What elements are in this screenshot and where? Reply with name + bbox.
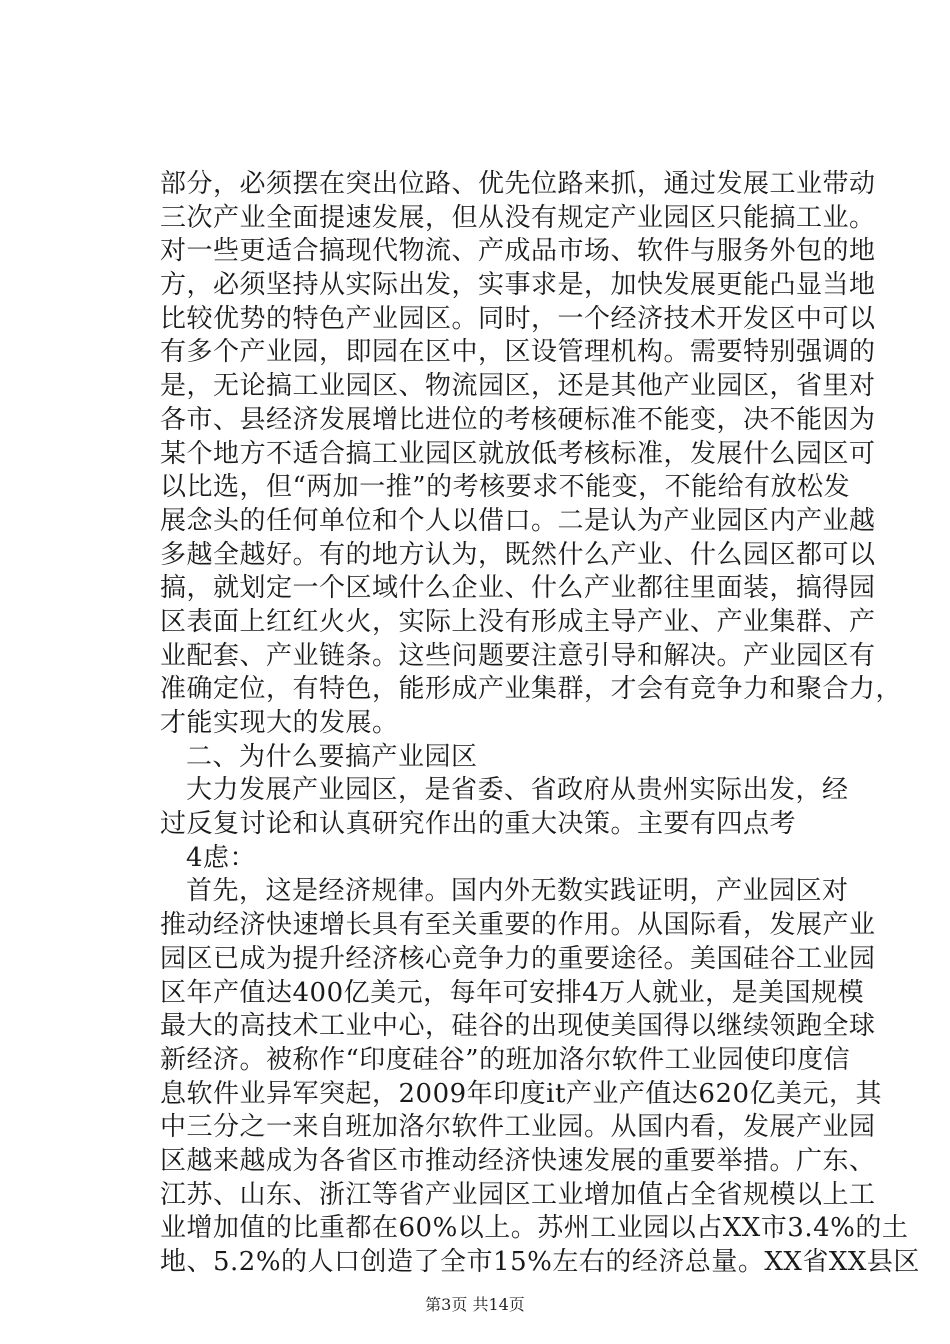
text-line: 业配套、产业链条。这些问题要注意引导和解决。产业园区有 [160, 640, 876, 671]
text-line: 江苏、山东、浙江等省产业园区工业增加值占全省规模以上工 [160, 1179, 876, 1210]
text-line: 各市、县经济发展增比进位的考核硬标准不能变，决不能因为 [160, 404, 876, 435]
text-line: 区表面上红红火火，实际上没有形成主导产业、产业集群、产 [160, 606, 876, 637]
text-line: 地、5.2%的人口创造了全市15%左右的经济总量。XX省XX县区 [160, 1247, 920, 1277]
text-line: 中三分之一来自班加洛尔软件工业园。从国内看，发展产业园 [160, 1112, 876, 1143]
text-line: 过反复讨论和认真研究作出的重大决策。主要有四点考 [160, 809, 797, 840]
text-line: 园区已成为提升经济核心竞争力的重要途径。美国硅谷工业园 [160, 943, 876, 974]
text-line: 大力发展产业园区，是省委、省政府从贵州实际出发，经 [186, 775, 849, 806]
text-line: 区年产值达400亿美元，每年可安排4万人就业，是美国规模 [160, 977, 865, 1008]
text-line: 息软件业异军突起，2009年印度it产业产值达620亿美元，其 [160, 1078, 883, 1109]
text-line: 才能实现大的发展。 [160, 708, 399, 738]
text-line: 方，必须坚持从实际出发，实事求是，加快发展更能凸显当地 [160, 270, 876, 301]
text-line: 最大的高技术工业中心，硅谷的出现使美国得以继续领跑全球 [160, 1011, 876, 1042]
body-text [160, 168, 920, 1280]
text-line: 有多个产业园，即园在区中，区设管理机构。需要特别强调的 [160, 337, 876, 368]
page-footer: 第3页 共14页 [425, 1295, 525, 1314]
text-line: 首先，这是经济规律。国内外无数实践证明，产业园区对 [186, 876, 849, 907]
text-line: 4虑： [186, 842, 257, 873]
text-line: 搞，就划定一个区域什么企业、什么产业都往里面装，搞得园 [160, 573, 876, 604]
text-line: 三次产业全面提速发展，但从没有规定产业园区只能搞工业。 [160, 202, 876, 233]
text-line: 区越来越成为各省区市推动经济快速发展的重要举措。广东、 [160, 1145, 876, 1176]
text-line: 准确定位，有特色，能形成产业集群，才会有竞争力和聚合力， [160, 674, 903, 705]
text-line: 二、为什么要搞产业园区 [186, 741, 478, 772]
text-line: 展念头的任何单位和个人以借口。二是认为产业园区内产业越 [160, 505, 876, 536]
text-line: 部分，必须摆在突出位路、优先位路来抓，通过发展工业带动 [160, 169, 876, 199]
text-line: 某个地方不适合搞工业园区就放低考核标准，发展什么园区可 [160, 438, 876, 469]
text-line: 推动经济快速增长具有至关重要的作用。从国际看，发展产业 [160, 910, 876, 941]
text-line: 业增加值的比重都在60%以上。苏州工业园以占XX市3.4%的土 [160, 1213, 909, 1244]
text-line: 比较优势的特色产业园区。同时，一个经济技术开发区中可以 [160, 303, 876, 334]
text-line: 多越全越好。有的地方认为，既然什么产业、什么园区都可以 [160, 539, 876, 570]
text-line: 是，无论搞工业园区、物流园区，还是其他产业园区，省里对 [160, 371, 876, 402]
text-line: 以比选，但“两加一推”的考核要求不能变，不能给有放松发 [160, 472, 851, 503]
text-line: 对一些更适合搞现代物流、产成品市场、软件与服务外包的地 [160, 236, 876, 267]
text-line: 新经济。被称作“印度硅谷”的班加洛尔软件工业园使印度信 [160, 1044, 851, 1075]
